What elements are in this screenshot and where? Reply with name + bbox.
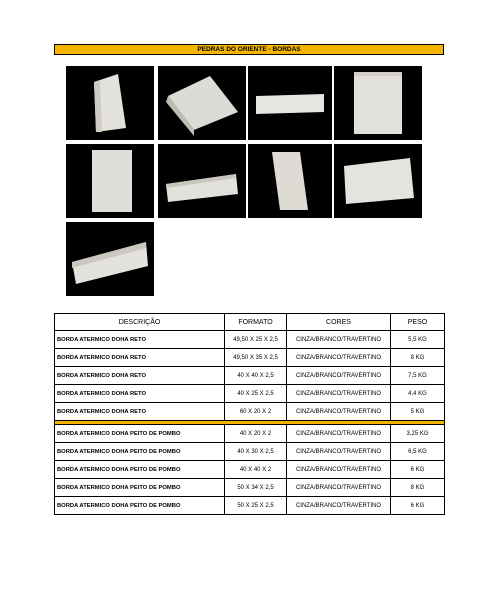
cell-desc: BORDA ATERMICO DOHA PEITO DE POMBO	[55, 425, 225, 443]
cell-formato: 40 X 25 X 2,5	[225, 385, 287, 403]
table-row	[55, 497, 445, 515]
table-row	[55, 367, 445, 385]
cell-formato: 40 X 20 X 2	[225, 425, 287, 443]
table-row	[55, 479, 445, 497]
table-row	[55, 349, 445, 367]
cell-cores: CINZA/BRANCO/TRAVERTINO	[287, 331, 391, 349]
product-photo-4	[334, 66, 422, 140]
product-photo-6	[158, 144, 246, 218]
cell-cores: CINZA/BRANCO/TRAVERTINO	[287, 349, 391, 367]
product-photo-9	[66, 222, 154, 296]
cell-desc: BORDA ATERMICO DOHA RETO	[55, 385, 225, 403]
cell-cores: CINZA/BRANCO/TRAVERTINO	[287, 461, 391, 479]
cell-desc: BORDA ATERMICO DOHA PEITO DE POMBO	[55, 461, 225, 479]
header-formato: FORMATO	[225, 314, 287, 331]
section-title: PEDRAS DO ORIENTE - BORDAS	[54, 44, 444, 55]
header-descricao: DESCRIÇÃO	[55, 314, 225, 331]
cell-cores: CINZA/BRANCO/TRAVERTINO	[287, 385, 391, 403]
cell-peso: 6 KG	[391, 497, 445, 515]
cell-peso: 4,4 KG	[391, 385, 445, 403]
product-photo-2	[158, 66, 246, 140]
cell-formato: 50 X 34 X 2,5	[225, 479, 287, 497]
cell-desc: BORDA ATERMICO DOHA RETO	[55, 349, 225, 367]
cell-cores: CINZA/BRANCO/TRAVERTINO	[287, 367, 391, 385]
cell-formato: 40 X 30 X 2,5	[225, 443, 287, 461]
product-photo-7	[248, 144, 332, 218]
cell-desc: BORDA ATERMICO DOHA RETO	[55, 403, 225, 421]
header-peso: PESO	[391, 314, 445, 331]
cell-peso: 7,5 KG	[391, 367, 445, 385]
cell-peso: 6 KG	[391, 461, 445, 479]
cell-desc: BORDA ATERMICO DOHA PEITO DE POMBO	[55, 479, 225, 497]
table-row	[55, 385, 445, 403]
cell-peso: 3,25 KG	[391, 425, 445, 443]
cell-peso: 8 KG	[391, 349, 445, 367]
cell-cores: CINZA/BRANCO/TRAVERTINO	[287, 443, 391, 461]
cell-formato: 60 X 20 X 2	[225, 403, 287, 421]
cell-formato: 49,50 X 35 X 2,5	[225, 349, 287, 367]
table-row	[55, 443, 445, 461]
table-row	[55, 403, 445, 421]
table-row	[55, 461, 445, 479]
cell-peso: 8 KG	[391, 479, 445, 497]
cell-cores: CINZA/BRANCO/TRAVERTINO	[287, 497, 391, 515]
cell-formato: 40 X 40 X 2	[225, 461, 287, 479]
table-row	[55, 331, 445, 349]
cell-formato: 40 X 40 X 2,5	[225, 367, 287, 385]
cell-desc: BORDA ATERMICO DOHA RETO	[55, 331, 225, 349]
cell-peso: 6,5 KG	[391, 443, 445, 461]
cell-desc: BORDA ATERMICO DOHA PEITO DE POMBO	[55, 497, 225, 515]
cell-formato: 49,50 X 25 X 2,5	[225, 331, 287, 349]
product-table	[54, 313, 445, 515]
product-photo-1	[66, 66, 154, 140]
cell-desc: BORDA ATERMICO DOHA PEITO DE POMBO	[55, 443, 225, 461]
cell-peso: 5 KG	[391, 403, 445, 421]
cell-cores: CINZA/BRANCO/TRAVERTINO	[287, 479, 391, 497]
product-photo-5	[66, 144, 154, 218]
table-header-row	[55, 314, 445, 331]
product-photo-8	[334, 144, 422, 218]
cell-peso: 5,5 KG	[391, 331, 445, 349]
header-cores: CORES	[287, 314, 391, 331]
cell-cores: CINZA/BRANCO/TRAVERTINO	[287, 425, 391, 443]
cell-formato: 50 X 25 X 2,5	[225, 497, 287, 515]
product-photo-3	[248, 66, 332, 140]
cell-cores: CINZA/BRANCO/TRAVERTINO	[287, 403, 391, 421]
table-row	[55, 425, 445, 443]
cell-desc: BORDA ATERMICO DOHA RETO	[55, 367, 225, 385]
